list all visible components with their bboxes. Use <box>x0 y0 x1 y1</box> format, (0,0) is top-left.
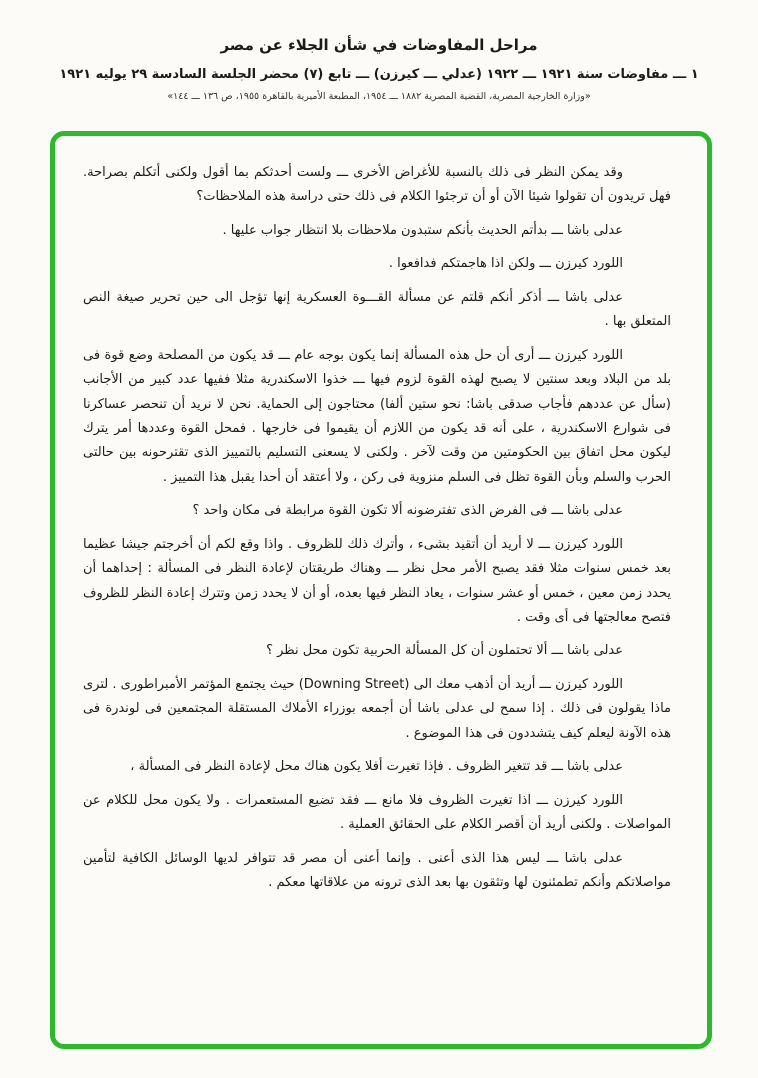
dialogue-paragraph: اللورد كيرزن ـــ اذا تغيرت الظروف فلا مانع ـــ فقد تضيع المستعمرات . ولا يكون محل للكلام عن المواصلات . ولكنى أريد أن أقصر الكلام على الحقائق العملية . <box>83 792 671 833</box>
dialogue-paragraph: عدلى باشا ـــ فى الفرض الذى تفترضونه ألا تكون القوة مرابطة فى مكان واحد ؟ <box>192 503 623 519</box>
dialogue-paragraph: عدلى باشا ـــ بدأتم الحديث بأنكم ستبدون ملاحظات بلا انتظار جواب عليها . <box>222 222 623 238</box>
document-body <box>83 161 671 895</box>
document-header <box>0 36 758 102</box>
dialogue-paragraph: عدلى باشا ـــ ألا تحتملون أن كل المسألة الحربية تكون محل نظر ؟ <box>266 643 623 659</box>
document-title: مراحل المفاوضات في شأن الجلاء عن مصر <box>220 36 538 54</box>
opening-paragraph: وقد يمكن النظر فى ذلك بالنسبة للأغراض الأخرى ـــ ولست أحدثكم بما أقول ولكنى أتكلم بصراحة. فهل تريدون أن تقولوا شيئا الآن أو أن ترجئوا الكلام فى ذلك حتى دراسة هذه الملاحظات؟ <box>83 165 671 205</box>
document-subtitle: ١ ـــ مفاوضات سنة ١٩٢١ ـــ ١٩٢٢ (عدلي ـــ كيرزن) ـــ تابع (٧) محضر الجلسة السادسة ٢٩ يوليه ١٩٢١ <box>59 67 699 82</box>
dialogue-paragraph: اللورد كيرزن ـــ ولكن اذا هاجمتكم فدافعوا . <box>388 256 623 272</box>
highlight-box <box>50 131 712 1049</box>
dialogue-paragraph: اللورد كيرزن ـــ لا أريد أن أتقيد بشىء ، وأترك ذلك للظروف . واذا وقع لكم أن أخرجتم جيشا عظيما بعد خمس سنوات مثلا فقد يصبح الأمر محل نظر ـــ وهناك طريقتان لإعادة النظر فى المسألة : إحداهما أن يحدد زمن معين ، خمس أو عشر سنوات ، يعاد النظر فيها بعده، أو أن لا يحدد زمن وتترك إعادة النظر للظروف فتصح معالجتها فى أى وقت . <box>83 536 671 625</box>
dialogue-paragraph: عدلى باشا ـــ ليس هذا الذى أعنى . وإنما أعنى أن مصر قد تتوافر لديها الوسائل الكافية لتأمين مواصلاتكم وأنكم تطمئنون لها وتثقون بها بعد الذى ترونه من علاقاتها معكم . <box>83 850 671 890</box>
dialogue-paragraph: اللورد كيرزن ـــ أريد أن أذهب معك الى (Downing Street) حيث يجتمع المؤتمر الأمبراطورى . لترى ماذا يقولون فى ذلك . إذا سمح لى عدلى باشا أن أجمعه بوزراء الأملاك المستقلة المجتمعين فى لوندرة فى هذه الآونة ليعلم كيف يتشددون فى هذا الموضوع . <box>83 676 671 741</box>
dialogue-paragraph: اللورد كيرزن ـــ أرى أن حل هذه المسألة إنما يكون بوجه عام ـــ قد يكون من المصلحة وضع قوة فى بلد من البلاد وبعد سنتين لا يصبح لهذه القوة لزوم فيها ـــ خذوا الاسكندرية مثلا ففيها عدد كبير من الأجانب (سأل عن عددهم فأجاب صدقى باشا: نحو ستين ألفا) محتاجون إلى الحماية. نحن لا نريد أن تنحصر عساكرنا فى شوارع الاسكندرية ، على أنه قد يكون من اللازم أن يقيموا فى خارجها . فمحل القوة وعددها أمر يترك ليكون محل اتفاق بين الحكومتين من وقت لآخر . ولكنى لا يسعنى التسليم بالتمييز الذى تقترحونه بين حالتى الحرب والسلم وبأن القوة تظل فى السلم منزوية فى ركن ، ولا أعتقد أن أحدا يقبل هذا التمييز . <box>83 347 671 485</box>
dialogue-paragraph: عدلى باشا ـــ قد تتغير الظروف . فإذا تغيرت أفلا يكون هناك محل لإعادة النظر فى المسألة ، <box>130 759 623 775</box>
document-source-citation: «وزارة الخارجية المصرية، القضية المصرية ١٨٨٢ ـــ ١٩٥٤، المطبعة الأميرية بالقاهرة ١٩٥٥، ص ١٣٦ ـــ ١٤٤» <box>167 91 591 102</box>
dialogue-paragraph: عدلى باشا ـــ أذكر أنكم قلتم عن مسألة القـــوة العسكرية إنها تؤجل الى حين تحرير صيغة النص المتعلق بها . <box>83 289 671 330</box>
